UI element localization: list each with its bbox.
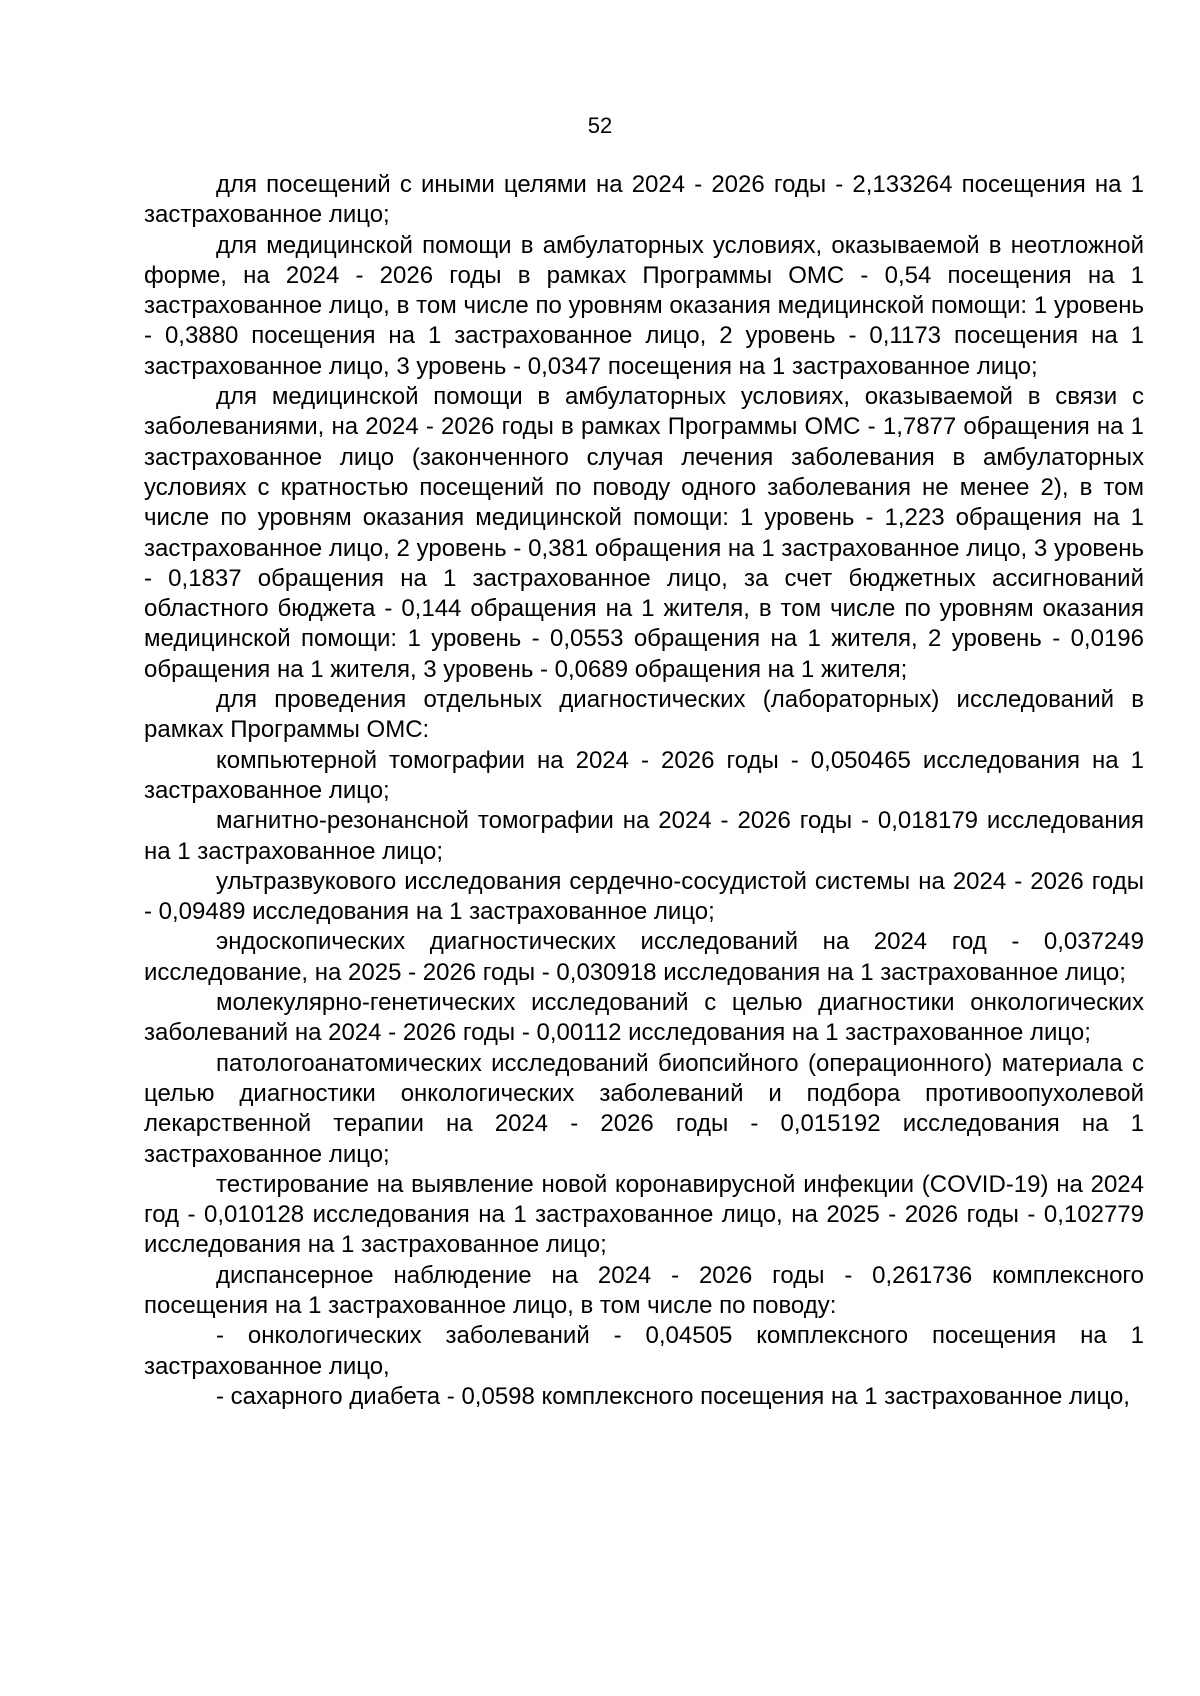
- paragraph: компьютерной томографии на 2024 - 2026 годы - 0,050465 исследования на 1 застрахованное лицо;: [144, 746, 1144, 804]
- paragraph: - онкологических заболеваний - 0,04505 комплексного посещения на 1 застрахованное лицо,: [144, 1322, 1144, 1380]
- paragraph: диспансерное наблюдение на 2024 - 2026 годы - 0,261736 комплексного посещения на 1 застрахованное лицо, в том числе по поводу:: [144, 1261, 1144, 1319]
- paragraph: магнитно-резонансной томографии на 2024 - 2026 годы - 0,018179 исследования на 1 застрахованное лицо;: [144, 807, 1144, 865]
- paragraph: эндоскопических диагностических исследований на 2024 год - 0,037249 исследование, на 2025 - 2026 годы - 0,030918 исследования на 1 застрахованное лицо;: [144, 928, 1144, 986]
- paragraph: молекулярно-генетических исследований с целью диагностики онкологических заболеваний на 2024 - 2026 годы - 0,00112 исследования на 1 застрахованное лицо;: [144, 989, 1144, 1047]
- paragraph: для посещений с иными целями на 2024 - 2026 годы - 2,133264 посещения на 1 застрахованное лицо;: [144, 171, 1144, 229]
- paragraph: - сахарного диабета - 0,0598 комплексного посещения на 1 застрахованное лицо,: [216, 1382, 1130, 1410]
- paragraph: патологоанатомических исследований биопсийного (операционного) материала с целью диагностики онкологических заболеваний и подбора противоопухолевой лекарственной терапии на 2024 - 2026 годы - 0,015192 исследования на 1 застрахованное лицо;: [144, 1049, 1144, 1168]
- paragraph: для медицинской помощи в амбулаторных условиях, оказываемой в неотложной форме, на 2024 - 2026 годы в рамках Программы ОМС - 0,54 посещения на 1 застрахованное лицо, в том числе по уровням оказания медицинской помощи: 1 уровень - 0,3880 посещения на 1 застрахованное лицо, 2 уровень - 0,1173 посещения на 1 застрахованное лицо, 3 уровень - 0,0347 посещения на 1 застрахованное лицо;: [144, 231, 1144, 380]
- paragraph: ультразвукового исследования сердечно-сосудистой системы на 2024 - 2026 годы - 0,09489 исследования на 1 застрахованное лицо;: [144, 867, 1144, 926]
- paragraph: для медицинской помощи в амбулаторных условиях, оказываемой в связи с заболеваниями, на 2024 - 2026 годы в рамках Программы ОМС - 1,7877 обращения на 1 застрахованное лицо (законченного случая лечения заболевания в амбулаторных условиях с кратностью посещений по поводу одного заболевания не менее 2), в том числе по уровням оказания медицинской помощи: 1 уровень - 1,223 обращения на 1 застрахованное лицо, 2 уровень - 0,381 обращения на 1 застрахованное лицо, 3 уровень - 0,1837 обращения на 1 застрахованное лицо, за счет бюджетных ассигнований областного бюджета - 0,144 обращения на 1 жителя, в том числе по уровням оказания медицинской помощи: 1 уровень - 0,0553 обращения на 1 жителя, 2 уровень - 0,0196 обращения на 1 жителя, 3 уровень - 0,0689 обращения на 1 жителя;: [144, 383, 1144, 683]
- paragraph: для проведения отдельных диагностических (лабораторных) исследований в рамках Программы ОМС:: [144, 686, 1144, 744]
- page-number: 52: [587, 113, 613, 138]
- document-body: [144, 170, 1144, 1412]
- paragraph: тестирование на выявление новой коронавирусной инфекции (COVID-19) на 2024 год - 0,010128 исследования на 1 застрахованное лицо, на 2025 - 2026 годы - 0,102779 исследования на 1 застрахованное лицо;: [144, 1170, 1144, 1259]
